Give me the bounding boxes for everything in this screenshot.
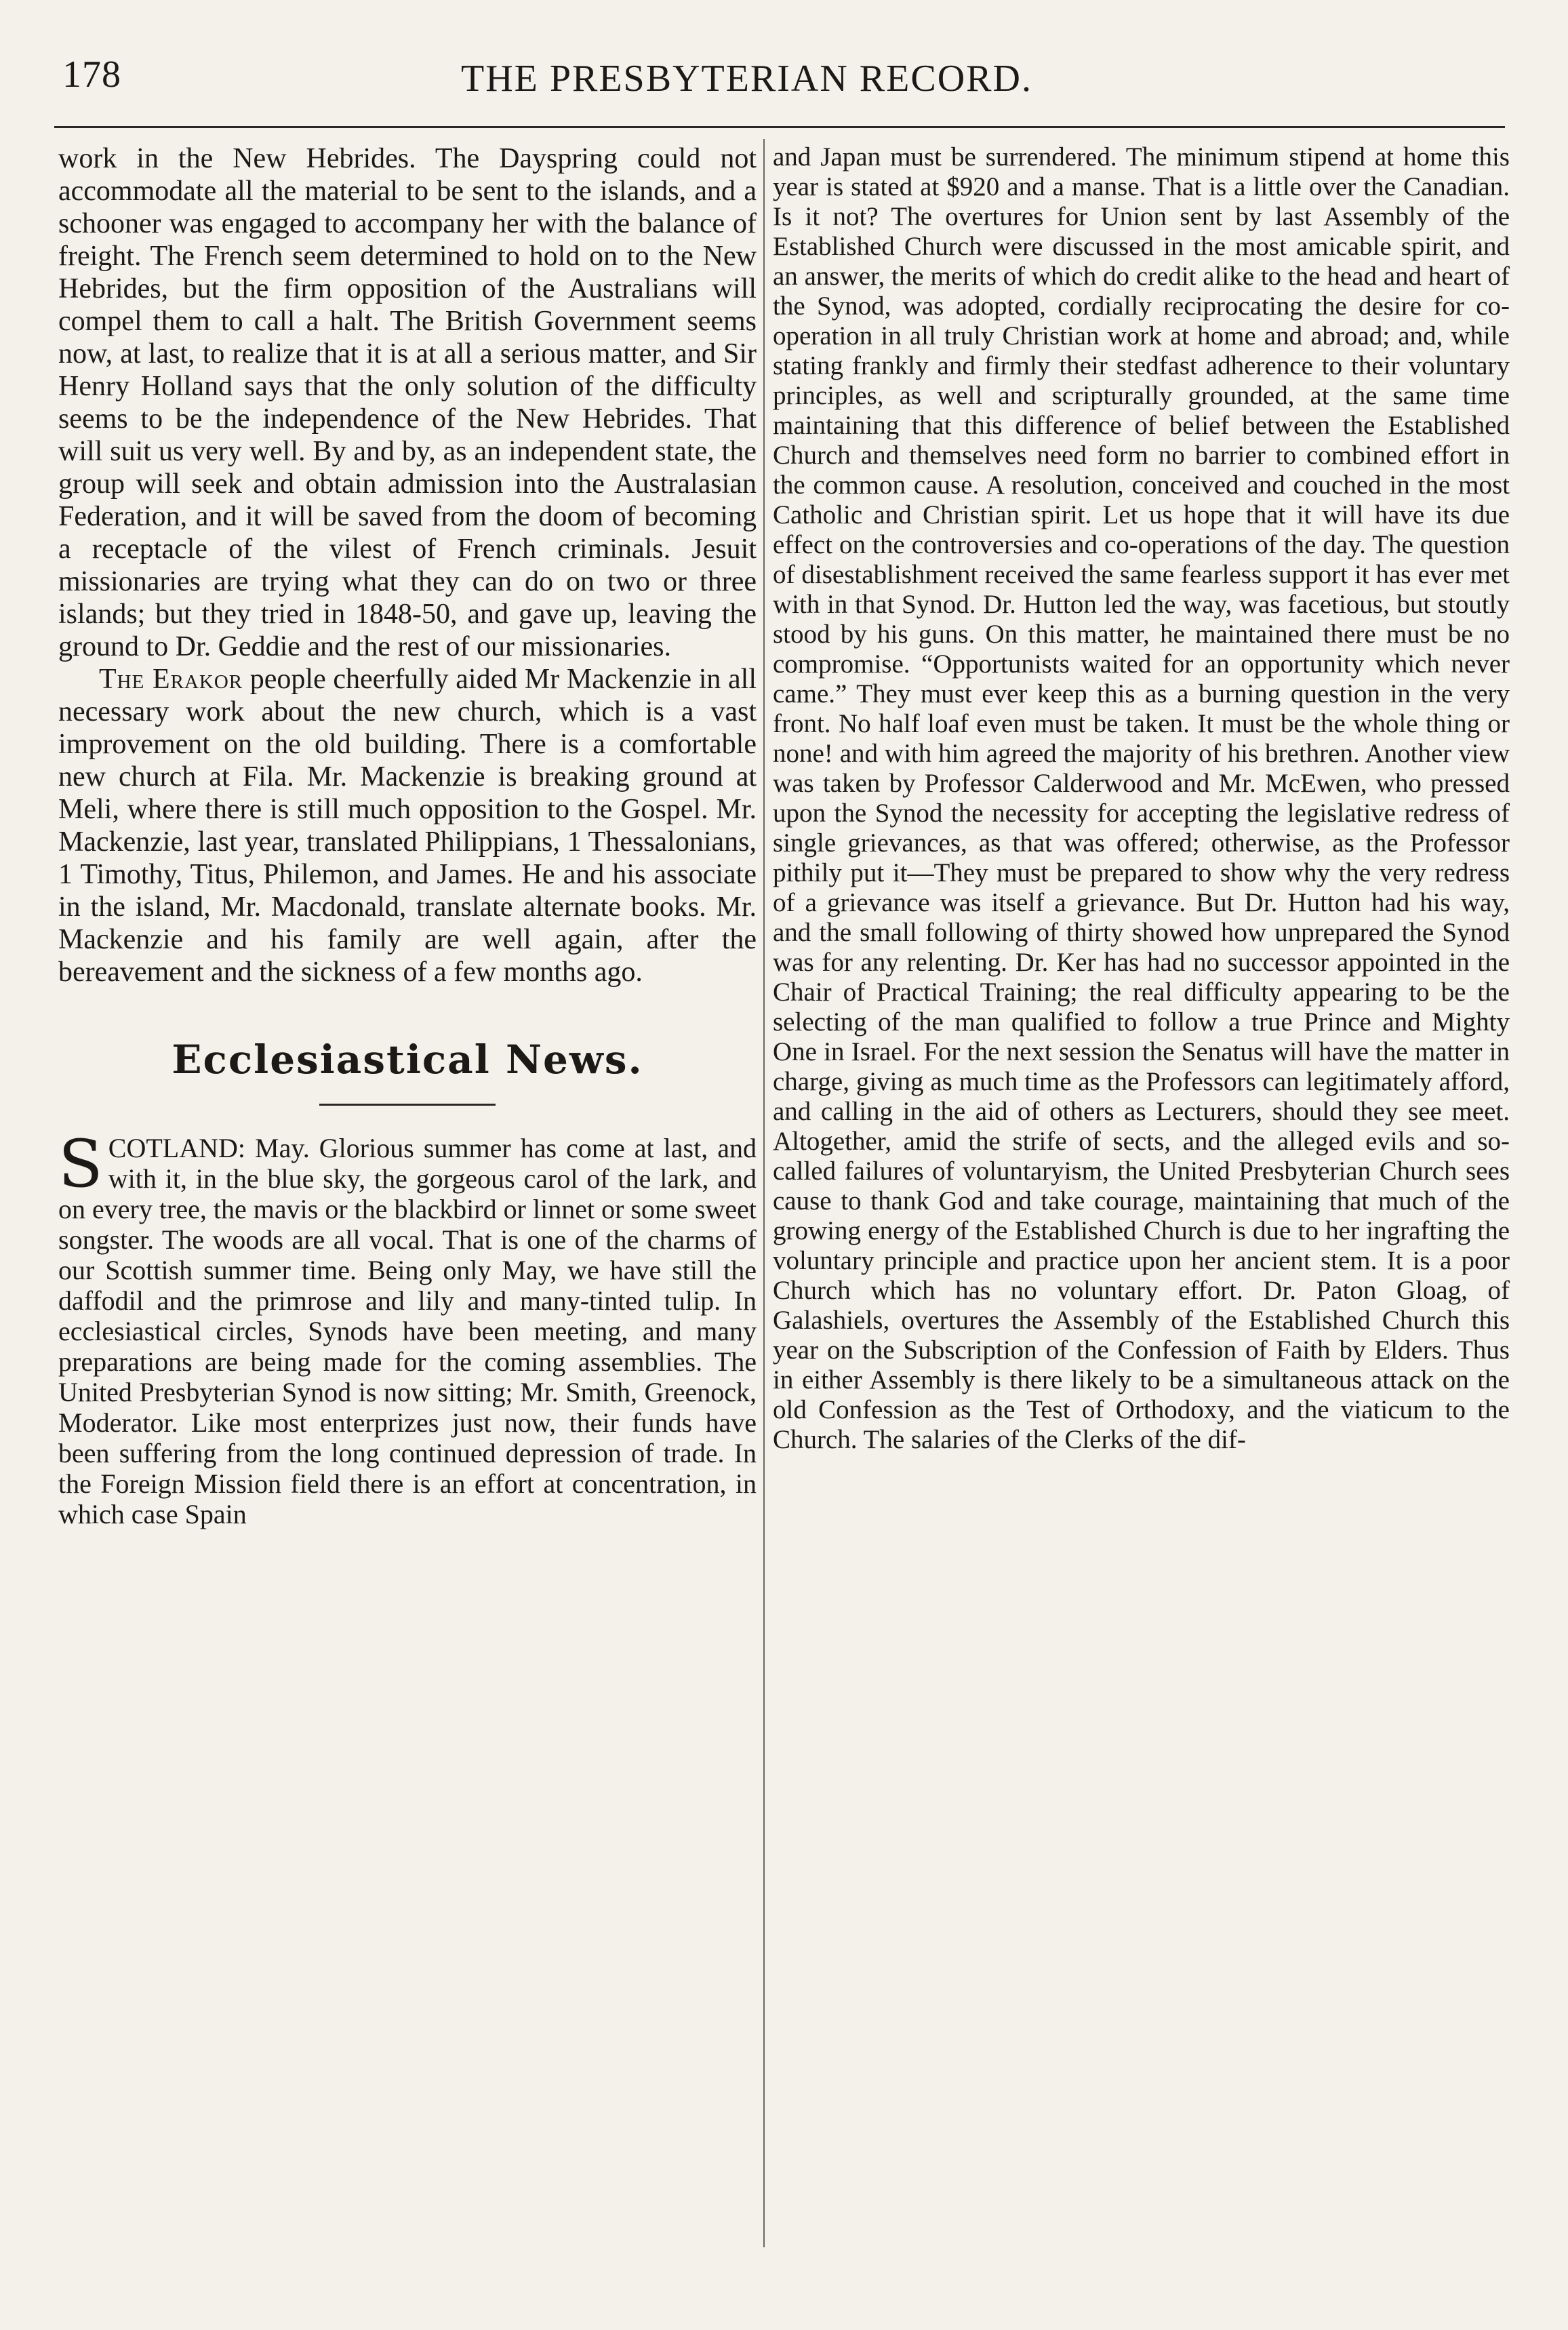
erakor-lead: The Erakor bbox=[99, 664, 243, 695]
left-column bbox=[58, 142, 757, 2249]
missions-paragraph: work in the New Hebrides. The Dayspring could not accommodate all the material to be sent to the islands, and a schooner was engaged to accompany her with the balance of freight. The French seem determined to hold on to the New Hebrides, but the firm opposition of the Australians will compel them to call a halt. The British Government seems now, at last, to realize that it is at all a serious matter, and Sir Henry Holland says that the only solution of the difficulty seems to be the independence of the New Hebrides. That will suit us very well. By and by, as an independent state, the group will seek and obtain admission into the Australasian Federation, and it will be saved from the doom of becoming a receptacle of the vilest of French criminals. Jesuit missionaries are trying what they can do on two or three islands; but they tried in 1848-50, and gave up, leaving the ground to Dr. Geddie and the rest of our missionaries. bbox=[58, 143, 757, 662]
news-text: COTLAND: May. Glorious summer has come at last, and with it, in the blue sky, the gorgeous carol of the lark, and on every tree, the mavis or the blackbird or linnet or some sweet songster. The woods are all vocal. That is one of the charms of our Scottish summer time. Being only May, we have still the daffodil and the primrose and lily and many-tinted tulip. In ecclesiastical circles, Synods have been meeting, and many preparations are being made for the coming assemblies. The United Presbyterian Synod is now sitting; Mr. Smith, Greenock, Moderator. Like most enterprizes just now, their funds have been suffering from the long continued depression of trade. In the Foreign Mission field there is an effort at concentration, in which case Spain bbox=[58, 1133, 757, 1529]
section-rule bbox=[319, 1104, 496, 1106]
journal-title: THE PRESBYTERIAN RECORD. bbox=[461, 58, 1032, 100]
news-paragraph bbox=[58, 1126, 757, 1529]
page-number: 178 bbox=[62, 54, 121, 96]
right-column bbox=[773, 142, 1510, 2249]
news-continued-paragraph: and Japan must be surrendered. The minimum stipend at home this year is stated at $920 and a manse. That is a little over the Canadian. Is it not? The overtures for Union sent by last Assembly of the Established Church were discussed in the most amicable spirit, and an answer, the merits of which do credit alike to the head and heart of the Synod, was adopted, cordially reciprocating the desire for co-operation in all truly Christian work at home and abroad; and, while stating frankly and firmly their stedfast adherence to their voluntary principles, as well and scripturally grounded, at the same time maintaining that this difference of belief between the Established Church and themselves need form no barrier to combined effort in the common cause. A resolution, conceived and couched in the most Catholic and Christian spirit. Let us hope that it will have its due effect on the controversies and co-operations of the day. The question of disestablishment received the same fearless support it has ever met with in that Synod. Dr. Hutton led the way, was facetious, but stoutly stood by his guns. On this matter, he maintained there must be no compromise. “Opportunists waited for an opportunity which never came.” They must ever keep this as a burning question in the very front. No half loaf even must be taken. It must be the whole thing or none! and with him agreed the majority of his brethren. Another view was taken by Professor Calderwood and Mr. McEwen, who pressed upon the Synod the necessity for accepting the legislative redress of single grievances, as that was offered; otherwise, as the Professor pithily put it—They must be prepared to show why the very redress of a grievance was itself a grievance. But Dr. Hutton had his way, and the small following of thirty showed how unprepared the Synod was for any relenting. Dr. Ker has had no successor appointed in the Chair of Practical Training; the real difficulty appearing to be the selecting of the man qualified to follow a true Prince and Mighty One in Israel. For the next session the Senatus will have the matter in charge, giving as much time as the Professors can legitimately afford, and calling in the aid of others as Lecturers, should they see meet. Altogether, amid the strife of sects, and the alleged evils and so-called failures of voluntaryism, the United Presbyterian Church sees cause to thank God and take courage, maintaining that much of the growing energy of the Established Church is due to her ingrafting the voluntary principle and practice upon her ancient stem. It is a poor Church which has no voluntary effort. Dr. Paton Gloag, of Galashiels, overtures the Assembly of the Established Church this year on the Subscription of the Confession of Faith by Elders. Thus in either Assembly is there likely to be a simultaneous attack on the old Confession as the Test of Orthodoxy, and the viaticum to the Church. The salaries of the Clerks of the dif- bbox=[773, 142, 1510, 1454]
page-header bbox=[0, 0, 1568, 136]
header-rule bbox=[54, 126, 1505, 128]
drop-cap: S bbox=[58, 1126, 103, 1202]
section-heading: Ecclesiastical News. bbox=[172, 1037, 643, 1083]
erakor-paragraph bbox=[58, 663, 757, 988]
column-divider bbox=[763, 139, 765, 2247]
erakor-text: people cheerfully aided Mr Mackenzie in all necessary work about the new church, which is a vast improvement on the old building. There is a comfortable new church at Fila. Mr. Mackenzie is breaking ground at Meli, where there is still much opposition to the Gospel. Mr. Mackenzie, last year, translated Philippians, 1 Thessalonians, 1 Timothy, Titus, Philemon, and James. He and his associate in the island, Mr. Macdonald, translate alternate books. Mr. Mackenzie and his family are well again, after the bereavement and the sickness of a few months ago. bbox=[58, 664, 757, 988]
